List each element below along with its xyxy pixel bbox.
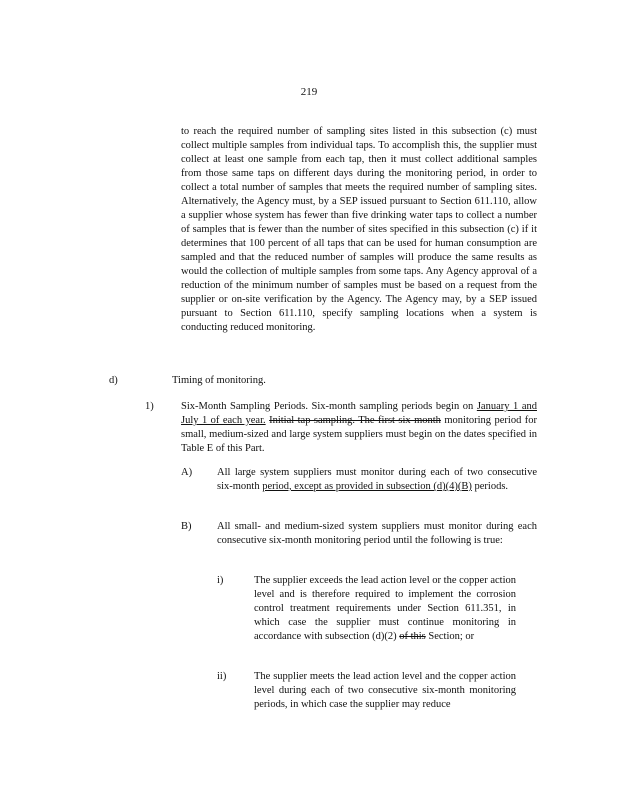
item-1-marker: 1) (145, 401, 154, 412)
item-i-marker: i) (217, 575, 224, 586)
item-a-inserted-text: period, except as provided in subsection (d)(4)(B) (262, 481, 472, 492)
item-b-text: All small- and medium-sized system suppliers must monitor during each consecutive six-month monitoring period until the following is true: (217, 521, 537, 546)
item-1-text-b: monitoring period for small, medium-sized and large system suppliers must begin on the dates specified in Table E of this Part. (181, 415, 538, 454)
item-1-inserted-text: January 1 and July 1 of each year. (181, 401, 537, 426)
item-b-marker: B) (181, 521, 192, 532)
item-a-marker: A) (181, 467, 193, 478)
item-1-text-a: Six-Month Sampling Periods. Six-month sampling periods begin on (181, 401, 477, 412)
item-ii-marker: ii) (217, 671, 227, 682)
item-i-deleted-text: of this (399, 631, 426, 642)
item-a-text-b: periods. (471, 481, 509, 492)
item-ii-text: The supplier meets the lead action level and the copper action level during each of two consecutive six-month monitoring periods, in which case the supplier may reduce (254, 671, 516, 710)
item-a-text (217, 466, 537, 494)
item-i-text (254, 574, 516, 644)
item-i-text-b: Section; or (425, 631, 475, 642)
item-1-deleted-text: Initial tap sampling. The first six month (269, 415, 441, 426)
section-d-marker: d) (109, 375, 118, 386)
section-d-heading: Timing of monitoring. (172, 375, 266, 386)
intro-paragraph: to reach the required number of sampling sites listed in this subsection (c) must collect multiple samples from individual taps. To accomplish this, the supplier must collect at least one sample from each tap, then it must collect additional samples from those same taps on different days during the monitoring period, in order to collect a total number of samples that meets the required number of sampling sites. Alternatively, the Agency must, by a SEP issued pursuant to Section 611.110, allow a supplier whose system has fewer than five drinking water taps to collect a number of samples that is fewer than the number of sites specified in this subsection (c) if it determines that 100 percent of all taps that can be used for human consumption are sampled and that the reduced number of samples will produce the same results as would the collection of multiple samples from some taps. Any Agency approval of a reduction of the minimum number of samples must be based on a request from the supplier or on-site verification by the Agency. The Agency may, by a SEP issued pursuant to Section 611.110, specify sampling locations when a system is conducting reduced monitoring. (181, 126, 537, 333)
item-a-text-a: All large system suppliers must monitor during each of two consecutive six-month (217, 467, 537, 492)
page-number: 219 (300, 86, 318, 98)
item-1-text (181, 400, 537, 456)
item-i-text-a: The supplier exceeds the lead action level or the copper action level and is therefore required to implement the corrosion control treatment requirements under Section 611.351, in which case the supplier must continue monitoring in accordance with subsection (d)(2) (254, 575, 516, 642)
